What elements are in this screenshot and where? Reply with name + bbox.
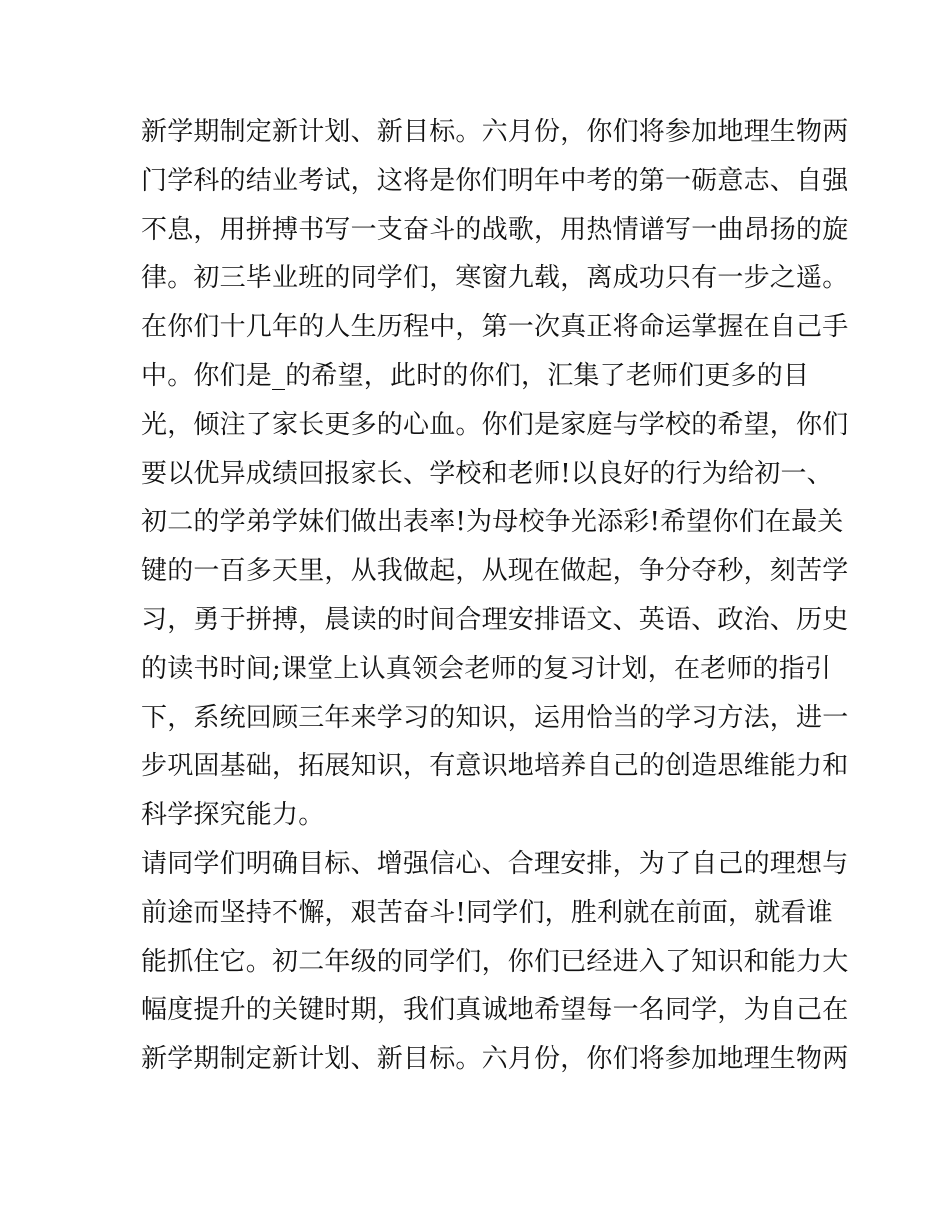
body-text (141, 108, 849, 1084)
text-line: 新学期制定新计划、新目标。六月份，你们将参加地理生物两 (141, 1044, 849, 1075)
text-line: 请同学们明确目标、增强信心、合理安排，为了自己的理想与 (141, 848, 849, 879)
text-line: 能抓住它。初二年级的同学们，你们已经进入了知识和能力大 (141, 946, 849, 977)
text-line: 在你们十几年的人生历程中，第一次真正将命运掌握在自己手 (141, 312, 849, 343)
text-line: 初二的学弟学妹们做出表率!为母校争光添彩!希望你们在最关 (141, 507, 844, 538)
text-line: 科学探究能力。 (141, 800, 325, 831)
text-line: 的读书时间;课堂上认真领会老师的复习计划，在老师的指引 (141, 653, 832, 684)
text-line: 下，系统回顾三年来学习的知识，运用恰当的学习方法，进一 (141, 702, 849, 733)
text-line: 不息，用拼搏书写一支奋斗的战歌，用热情谱写一曲昂扬的旋 (141, 214, 849, 245)
text-line: 中。你们是_的希望，此时的你们，汇集了老师们更多的目 (141, 360, 810, 391)
text-line: 门学科的结业考试，这将是你们明年中考的第一砺意志、自强 (141, 165, 849, 196)
text-line: 要以优异成绩回报家长、学校和老师!以良好的行为给初一、 (141, 458, 833, 489)
text-line: 幅度提升的关键时期，我们真诚地希望每一名同学，为自己在 (141, 995, 849, 1026)
text-line: 光，倾注了家长更多的心血。你们是家庭与学校的希望，你们 (141, 409, 849, 440)
text-line: 习，勇于拼搏，晨读的时间合理安排语文、英语、政治、历史 (141, 604, 849, 635)
text-line: 键的一百多天里，从我做起，从现在做起，争分夺秒，刻苦学 (141, 556, 849, 587)
text-line: 步巩固基础，拓展知识，有意识地培养自己的创造思维能力和 (141, 751, 849, 782)
text-line: 前途而坚持不懈，艰苦奋斗!同学们，胜利就在前面，就看谁 (141, 897, 833, 928)
text-line: 律。初三毕业班的同学们，寒窗九载，离成功只有一步之遥。 (141, 263, 849, 294)
text-line: 新学期制定新计划、新目标。六月份，你们将参加地理生物两 (141, 117, 849, 147)
